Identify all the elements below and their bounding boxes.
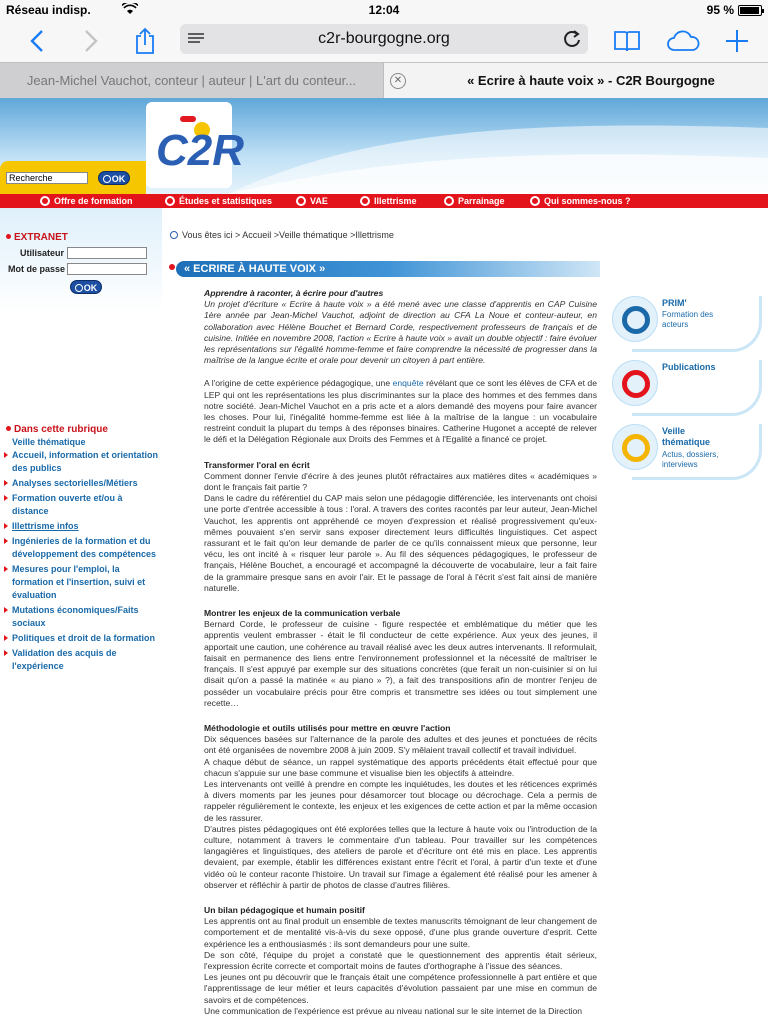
- section-text: Les intervenants ont veillé à prendre en compte les inquiétudes, les doutes et les réticences exprimés à divers moments par les jeunes pour désamorcer tout blocage ou décrochage. Cela a permis de rappeler régulièrement le contexte, les enjeux et les exigences de cette action et par la même occasion de les rassurer.: [204, 778, 597, 823]
- sidebar-item-accueil[interactable]: Accueil, information et orientation des publics: [4, 449, 160, 475]
- section-title: Montrer les enjeux de la communication verbale: [204, 608, 401, 619]
- tab-inactive[interactable]: Jean-Michel Vauchot, conteur | auteur | L'art du conteur...: [0, 63, 384, 98]
- password-input[interactable]: [67, 263, 147, 275]
- section-text: Les jeunes ont pu découvrir que le français était une compétence professionnelle à part entière et que l'apprentissage de leur métier et leurs capacités d'évolution passaient par une mise en commun de savoirs et de compétences.: [204, 972, 597, 1005]
- login-ok-button[interactable]: OK: [70, 280, 102, 294]
- section-text: Une communication de l'expérience est prévue au niveau national sur le site internet de la Direction: [204, 1005, 583, 1016]
- publications-swirl-icon: [612, 360, 658, 406]
- enquete-link[interactable]: enquête: [392, 378, 424, 389]
- swirl-icon: [444, 196, 454, 206]
- sidebar-item-mutations[interactable]: Mutations économiques/Faits sociaux: [4, 604, 160, 630]
- share-icon: [134, 27, 156, 55]
- section-title: Un bilan pédagogique et humain positif: [204, 904, 365, 915]
- web-page: [0, 98, 768, 1024]
- prim-swirl-icon: [612, 296, 658, 342]
- icloud-tabs-button[interactable]: [666, 24, 700, 58]
- nav-item-qui-sommes-nous[interactable]: Qui sommes-nous ?: [530, 195, 631, 207]
- swirl-icon: [360, 196, 370, 206]
- sidebar-veille-link[interactable]: Veille thématique: [12, 437, 86, 447]
- user-label: Utilisateur: [20, 248, 65, 258]
- tab-active[interactable]: [384, 63, 768, 98]
- main-nav: [0, 194, 768, 208]
- extranet-title: EXTRANET: [6, 232, 68, 243]
- veille-title: Veille thématique: [662, 426, 711, 447]
- prim-title: PRIM': [662, 298, 687, 308]
- veille-swirl-icon: [612, 424, 658, 470]
- section-title: Méthodologie et outils utilisés pour mettre en œuvre l'action: [204, 722, 451, 733]
- origin-paragraph: A l'origine de cette expérience pédagogique, une enquête révélant que ce sont les élèves de CFA et de LEP qui ont les représentations les plus discriminantes sur la place des hommes et des femmes dans notre société. Jean-Michel Vauchot en a pris acte et a alors demandé des moyens pour faire avancer les choses. Pour lui, l'inégalité homme-femme est liée à la maîtrise de la langue : un vocabulaire restreint conduit la plupart du temps à des réponses binaires. Catherine Hugonet a accepté de relever le défi et la Délégation Régionale aux Droits des Femmes et à l'Egalité a financé ce projet.: [204, 378, 597, 445]
- section-text: Comment donner l'envie d'écrire à des jeunes plutôt réfractaires aux matières dites « académiques » dont le français fait partie ?: [204, 470, 597, 493]
- title-bullet-decoration: [169, 264, 175, 270]
- publications-box[interactable]: [612, 360, 762, 416]
- sidebar-item-illettrisme[interactable]: Illettrisme infos: [4, 520, 160, 533]
- browser-toolbar: [0, 20, 768, 62]
- section-text: Les apprentis ont au final produit un ensemble de textes manuscrits témoignant de leur changement de comportement et de mentalité vis-à-vis du sexe opposé, d'une plus grande ouverture d'esprit. Cette expérience les a enthousiasmés : ils sont demandeurs pour une suite.: [204, 916, 597, 949]
- bookmarks-button[interactable]: [610, 24, 644, 58]
- nav-item-illettrisme[interactable]: Illettrisme: [360, 195, 417, 207]
- section-text: D'autres pistes pédagogiques ont été explorées telles que la lecture à haute voix ou l'introduction de la culture, notamment à travers le commentaire d'un tableau. Pour travailler sur les compétences langagières et linguistiques, des ateliers de parole et d'écriture ont été mis en place. Les apprentis devaient, par exemple, établir les différences existant entre l'écrit et l'oral, à partir d'un texte et d'une vidéo où le conteur raconte l'histoire. Un travail sur l'image a également été réalisé pour les amener à observer et réfléchir à partir de photos de classe d'autres filières.: [204, 823, 597, 890]
- chevron-right-icon: [83, 29, 99, 53]
- veille-box[interactable]: [612, 424, 762, 480]
- cloud-icon: [666, 30, 700, 52]
- nav-item-etudes[interactable]: Études et statistiques: [165, 195, 272, 207]
- section-text: Dans le cadre du référentiel du CAP mais selon une pédagogie différenciée, les intervenants ont choisi une porte d'entrée accessible à tous : l'oral. A travers des contes racontés par leur auteur, Jean-Michel Vauchot, les apprentis ont appréhendé ce moyen d'expression et réalisé progressivement qu'eux-mêmes pouvaient s'en servir sans exposer directement leurs difficultés linguistiques. Cet aspect rassurant et le fait qu'on leur demande de parler de ce qu'ils connaissent mieux que personne, leur vécu, les ont incité à « risquer leur parole ». Au fil des séquences pédagogiques, le professeur de français, Hélène Bouchet, a encouragé et accompagné la découverte de vocabulaire, leur a fait faire de la grammaire presque sans en avoir l'air. Et le passage de l'oral à l'écrit s'est fait ainsi de manière naturelle.: [204, 493, 597, 593]
- page-title-bar: [176, 261, 600, 277]
- location-icon: [170, 231, 178, 239]
- battery-percent: 95 %: [706, 3, 734, 17]
- sidebar-item-mesures[interactable]: Mesures pour l'emploi, la formation et l'insertion, suivi et évaluation: [4, 563, 160, 602]
- sidebar-item-foad[interactable]: Formation ouverte et/ou à distance: [4, 492, 160, 518]
- section-text: Dix séquences basées sur l'alternance de la parole des adultes et des jeunes et ponctuées de récits ont été organisées de novembre 2008 à juin 2009. S'y mêlaient travail collectif et travail individuel.: [204, 734, 597, 756]
- sidebar-item-vae[interactable]: Validation des acquis de l'expérience: [4, 647, 160, 673]
- section-title: Transformer l'oral en écrit: [204, 459, 310, 470]
- logo-text: C2R: [156, 126, 245, 175]
- intro-paragraph: Un projet d'écriture « Ecrire à haute voix » a été mené avec une classe d'apprentis en CAP Cuisine 1ère année par Jean-Michel Vauchot, adjoint de direction au CFA La Noue et conteur-auteur, en collaboration avec Hélène Bouchet et Bernard Corde, respectivement professeurs de français et de cuisine. Initiée en novembre 2008, l'action « Ecrire à haute voix » avait un double objectif : faire évoluer les représentations sur l'égalité homme-femme et faire comprendre la nécessité de progresser dans la maîtrise de la langue écrite et orale pour devenir un citoyen à part entière.: [204, 299, 597, 366]
- sidebar-item-analyses[interactable]: Analyses sectorielles/Métiers: [4, 477, 160, 490]
- rubrique-menu: [4, 449, 160, 675]
- prim-subtitle: Formation des acteurs: [662, 310, 714, 329]
- tab-active-label: « Ecrire à haute voix » - C2R Bourgogne: [467, 73, 715, 88]
- intro-title: Apprendre à raconter, à écrire pour d'autres: [204, 288, 384, 298]
- left-sidebar: [0, 208, 162, 1024]
- extranet-panel: [0, 208, 162, 312]
- share-button[interactable]: [128, 24, 162, 58]
- site-logo[interactable]: [146, 102, 245, 188]
- reload-icon[interactable]: [562, 29, 582, 49]
- book-icon: [613, 29, 641, 53]
- swirl-icon: [296, 196, 306, 206]
- carrier-label: Réseau indisp.: [6, 3, 91, 17]
- section-text: A chaque début de séance, un rappel systématique des apports précédents était effectué pour que chacun s'appuie sur une base commune et visualise bien les objectifs à atteindre.: [204, 756, 597, 778]
- banner-wave-decoration: [228, 98, 768, 194]
- plus-icon: [725, 29, 749, 53]
- rubrique-title: Dans cette rubrique: [6, 424, 108, 435]
- logo-dot-decoration: [180, 116, 196, 122]
- password-label: Mot de passe: [8, 264, 66, 274]
- search-zone: [0, 161, 146, 194]
- search-ok-button[interactable]: OK: [98, 171, 130, 185]
- breadcrumb: Vous êtes ici > Accueil >Veille thématique >Illettrisme: [170, 230, 394, 240]
- swirl-icon: [40, 196, 50, 206]
- prim-box[interactable]: [612, 296, 762, 352]
- address-bar[interactable]: [180, 24, 588, 54]
- swirl-icon: [530, 196, 540, 206]
- close-tab-icon[interactable]: ✕: [390, 73, 406, 89]
- publications-title: Publications: [662, 362, 716, 372]
- section-text: Bernard Corde, le professeur de cuisine - figure respectée et emblématique du métier que les apprentis veulent embrasser - était le fil conducteur de cette expérience. Aux yeux des jeunes, il apportait une caution, une cohérence au travail réalisé avec les deux autres intervenants. Il reformulait, faisait en permanence des liens entre l'environnement professionnel et la nécessité de maîtriser le français. Il s'est appuyé par exemple sur des situations concrètes (que ferait un non-cuisinier si on lui disait qu'on a passé la matinée « au piano » ?), a fait des transpositions afin de montrer l'enjeu de posséder un vocabulaire précis pour être compris et transmettre ses idées ou tout simplement une recette…: [204, 619, 597, 708]
- article-body: [204, 288, 597, 1017]
- veille-subtitle: Actus, dossiers, interviews: [662, 450, 719, 469]
- page-title: « ECRIRE À HAUTE VOIX »: [184, 263, 326, 275]
- back-button[interactable]: [20, 24, 54, 58]
- sidebar-item-politiques[interactable]: Politiques et droit de la formation: [4, 632, 160, 645]
- clock: 12:04: [368, 3, 400, 17]
- forward-button[interactable]: [74, 24, 108, 58]
- chevron-left-icon: [29, 29, 45, 53]
- battery-icon: [738, 5, 762, 16]
- search-input[interactable]: [6, 172, 88, 184]
- status-bar: [0, 0, 768, 20]
- new-tab-button[interactable]: [720, 24, 754, 58]
- nav-item-vae[interactable]: VAE: [296, 195, 328, 207]
- sidebar-item-ingenieries[interactable]: Ingénieries de la formation et du développement des compétences: [4, 535, 160, 561]
- tab-bar: [0, 62, 768, 98]
- nav-item-parrainage[interactable]: Parrainage: [444, 195, 505, 207]
- nav-item-offre[interactable]: Offre de formation: [40, 195, 133, 207]
- section-text: De son côté, l'équipe du projet a constaté que le questionnement des apprentis était sérieux, l'expression écrite correcte et comportait moins de fautes d'orthographe à l'issue des séances.: [204, 949, 597, 971]
- url-text: c2r-bourgogne.org: [318, 30, 450, 47]
- swirl-icon: [165, 196, 175, 206]
- user-input[interactable]: [67, 247, 147, 259]
